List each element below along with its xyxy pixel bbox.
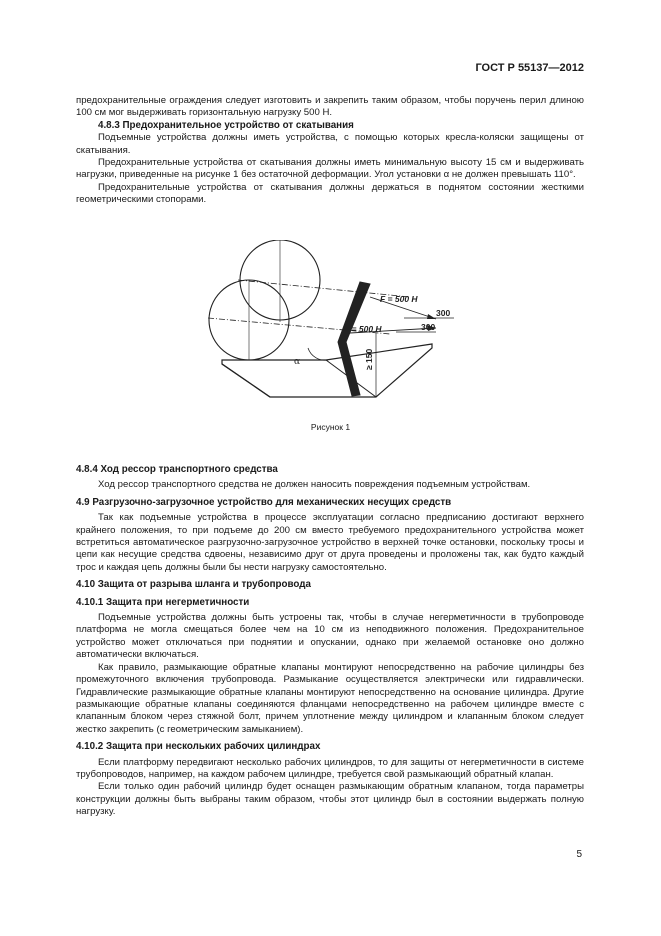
figure-1-drawing: [200, 240, 460, 410]
roll-off-barrier: [338, 282, 370, 396]
paragraph: Если только один рабочий цилиндр будет оснащен размыкающим обратным клапаном, тогда параметры конструкции должны быть выбраны таким образом, чтобы этот цилиндр был в состоянии выдержать полную нагрузку.: [76, 781, 584, 818]
document-standard-number: ГОСТ Р 55137—2012: [475, 62, 584, 74]
section-heading-4-8-3: 4.8.3 Предохранительное устройство от скатывания: [98, 119, 354, 131]
dim-300-top: 300: [436, 308, 451, 318]
section-heading-4-10-1: 4.10.1 Защита при негерметичности: [76, 596, 250, 608]
paragraph: Предохранительные устройства от скатывания должны держаться в поднятом состоянии жесткими геометрическими стопорами.: [76, 181, 584, 206]
paragraph: Как правило, размыкающие обратные клапаны монтируют непосредственно на рабочие цилиндры без промежуточного включения трубопровода. Размыкание осуществляется электрически или гидравлически. Гидравлические размыкающие обратные клапаны монтируют непосредственно на основание цилиндра. Другие размыкающие обратные клапаны соединяются фланцами непосредственно на рабочем цилиндре вместе с клапанным блоком через стяжной болт, причем уплотнение между цилиндром и клапанным блоком следует жестко закрепить (с геометрическим замыканием).: [76, 661, 584, 735]
section-heading-4-9: 4.9 Разгрузочно-загрузочное устройство для механических несущих средств: [76, 496, 452, 508]
dim-300-bottom: 300: [421, 322, 436, 332]
paragraph: Если платформу передвигают несколько рабочих цилиндров, то для защиты от негерметичности в системе трубопроводов, например, на каждом рабочем цилиндре, требуется свой размыкающий обратный клапан.: [76, 756, 584, 780]
platform: [222, 344, 432, 397]
paragraph: Подъемные устройства должны быть устроены так, чтобы в случае негерметичности в трубопроводе платформа не могла смещаться более чем на 10 см из неподвижного положения. Предохранительное устройство может отключаться при поднятии и опускании, однако при желаемой остановке оно должно автоматически включаться.: [76, 612, 584, 661]
section-heading-4-10-2: 4.10.2 Защита при нескольких рабочих цилиндрах: [76, 741, 321, 753]
paragraph: предохранительные ограждения следует изготовить и закрепить таким образом, чтобы поручень перил длиною 100 см мог выдерживать горизонтальную нагрузку 500 Н.: [76, 95, 584, 119]
paragraph: Подъемные устройства должны иметь устройства, с помощью которых кресла-коляски защищены от скатывания.: [76, 132, 584, 156]
force-label-bottom: F = 500 Н: [344, 324, 382, 334]
text-block-top: [76, 95, 584, 207]
paragraph: Предохранительные устройства от скатывания должны иметь минимальную высоту 15 см и выдерживать нагрузки, приведенные на рисунке 1 без остаточной деформации. Угол установки α не должен превышать 110°.: [76, 157, 584, 181]
section-heading-4-10: 4.10 Защита от разрыва шланга и трубопровода: [76, 579, 311, 591]
force-label-top: F = 500 Н: [380, 294, 418, 304]
figure-caption: Рисунок 1: [310, 422, 351, 432]
paragraph: Так как подъемные устройства в процессе эксплуатации согласно предписанию достигают верхнего крайнего положения, то при подъеме до 200 см вместо требуемого предохранительного устройства может встретиться автоматическое разгрузочно-загрузочное устройство в верхней точке остановки, поскольку тросы и цепи как несущие средства сдвоены, независимо друг от друга проведены и проложены так, как будто каждый трос и каждая цепь должны были бы нести нагрузку самостоятельно.: [76, 512, 584, 573]
section-heading-4-8-4: 4.8.4 Ход рессор транспортного средства: [76, 464, 278, 475]
text-block-bottom: [76, 464, 584, 819]
dim-min-150: ≥ 150: [364, 348, 374, 370]
page-number: 5: [576, 849, 582, 860]
angle-alpha-label: α: [294, 357, 301, 367]
paragraph: Ход рессор транспортного средства не должен наносить повреждения подъемным устройствам.: [98, 479, 531, 491]
